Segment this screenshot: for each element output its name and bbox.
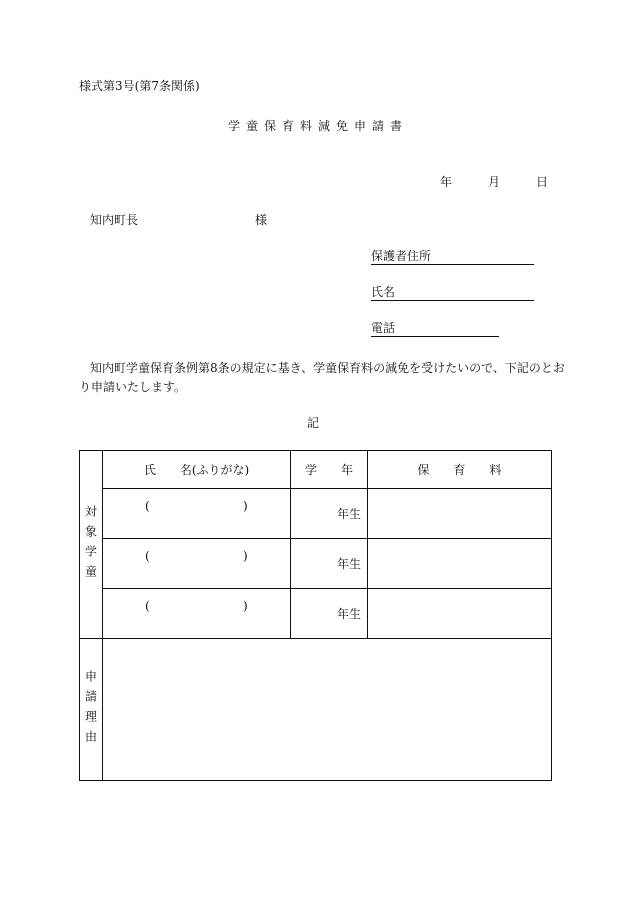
grade-cell[interactable] <box>291 489 368 539</box>
paren-open: ( <box>145 599 150 613</box>
child-name-cell[interactable] <box>103 589 291 639</box>
addressee-name: 知内町長 <box>90 213 139 227</box>
target-children-label: 対象学童 <box>80 451 103 639</box>
date-year: 年 <box>440 175 453 189</box>
applicant-address-field[interactable] <box>371 250 534 265</box>
header-name: 氏 名(ふりがな) <box>103 451 291 489</box>
reason-cell[interactable] <box>103 639 552 781</box>
child-name-cell[interactable] <box>103 539 291 589</box>
grade-suffix: 年生 <box>336 557 361 571</box>
body-text-line1: 知内町学童保育条例第8条の規定に基き、学童保育料の減免を受けたいので、下記のとお <box>90 361 565 375</box>
grade-suffix: 年生 <box>336 507 361 521</box>
table-row <box>80 489 552 539</box>
paren-close: ) <box>243 599 248 613</box>
table-row <box>80 589 552 639</box>
paren-open: ( <box>145 499 150 513</box>
fee-cell[interactable] <box>368 489 552 539</box>
paren-open: ( <box>145 549 150 563</box>
grade-cell[interactable] <box>291 589 368 639</box>
table-row <box>80 539 552 589</box>
header-fee: 保 育 料 <box>368 451 552 489</box>
grade-cell[interactable] <box>291 539 368 589</box>
date-month: 月 <box>488 175 501 189</box>
grade-suffix: 年生 <box>336 607 361 621</box>
header-grade: 学 年 <box>291 451 368 489</box>
ki-label: 記 <box>307 416 320 430</box>
applicant-name-label: 氏名 <box>371 285 396 299</box>
applicant-phone-label: 電話 <box>371 321 396 335</box>
form-number: 様式第3号(第7条関係) <box>79 79 200 93</box>
addressee-honorific: 様 <box>255 213 268 227</box>
applicant-address-label: 保護者住所 <box>371 249 432 263</box>
paren-close: ) <box>243 549 248 563</box>
document-title: 学童保育料減免申請書 <box>228 119 409 133</box>
child-name-cell[interactable] <box>103 489 291 539</box>
date-day: 日 <box>536 175 549 189</box>
fee-cell[interactable] <box>368 539 552 589</box>
fee-cell[interactable] <box>368 589 552 639</box>
reason-label: 申請理由 <box>80 639 103 781</box>
body-text-line2: り申請いたします。 <box>79 380 187 394</box>
applicant-phone-field[interactable] <box>371 322 499 337</box>
application-table <box>79 450 552 781</box>
paren-close: ) <box>243 499 248 513</box>
applicant-name-field[interactable] <box>371 286 534 301</box>
